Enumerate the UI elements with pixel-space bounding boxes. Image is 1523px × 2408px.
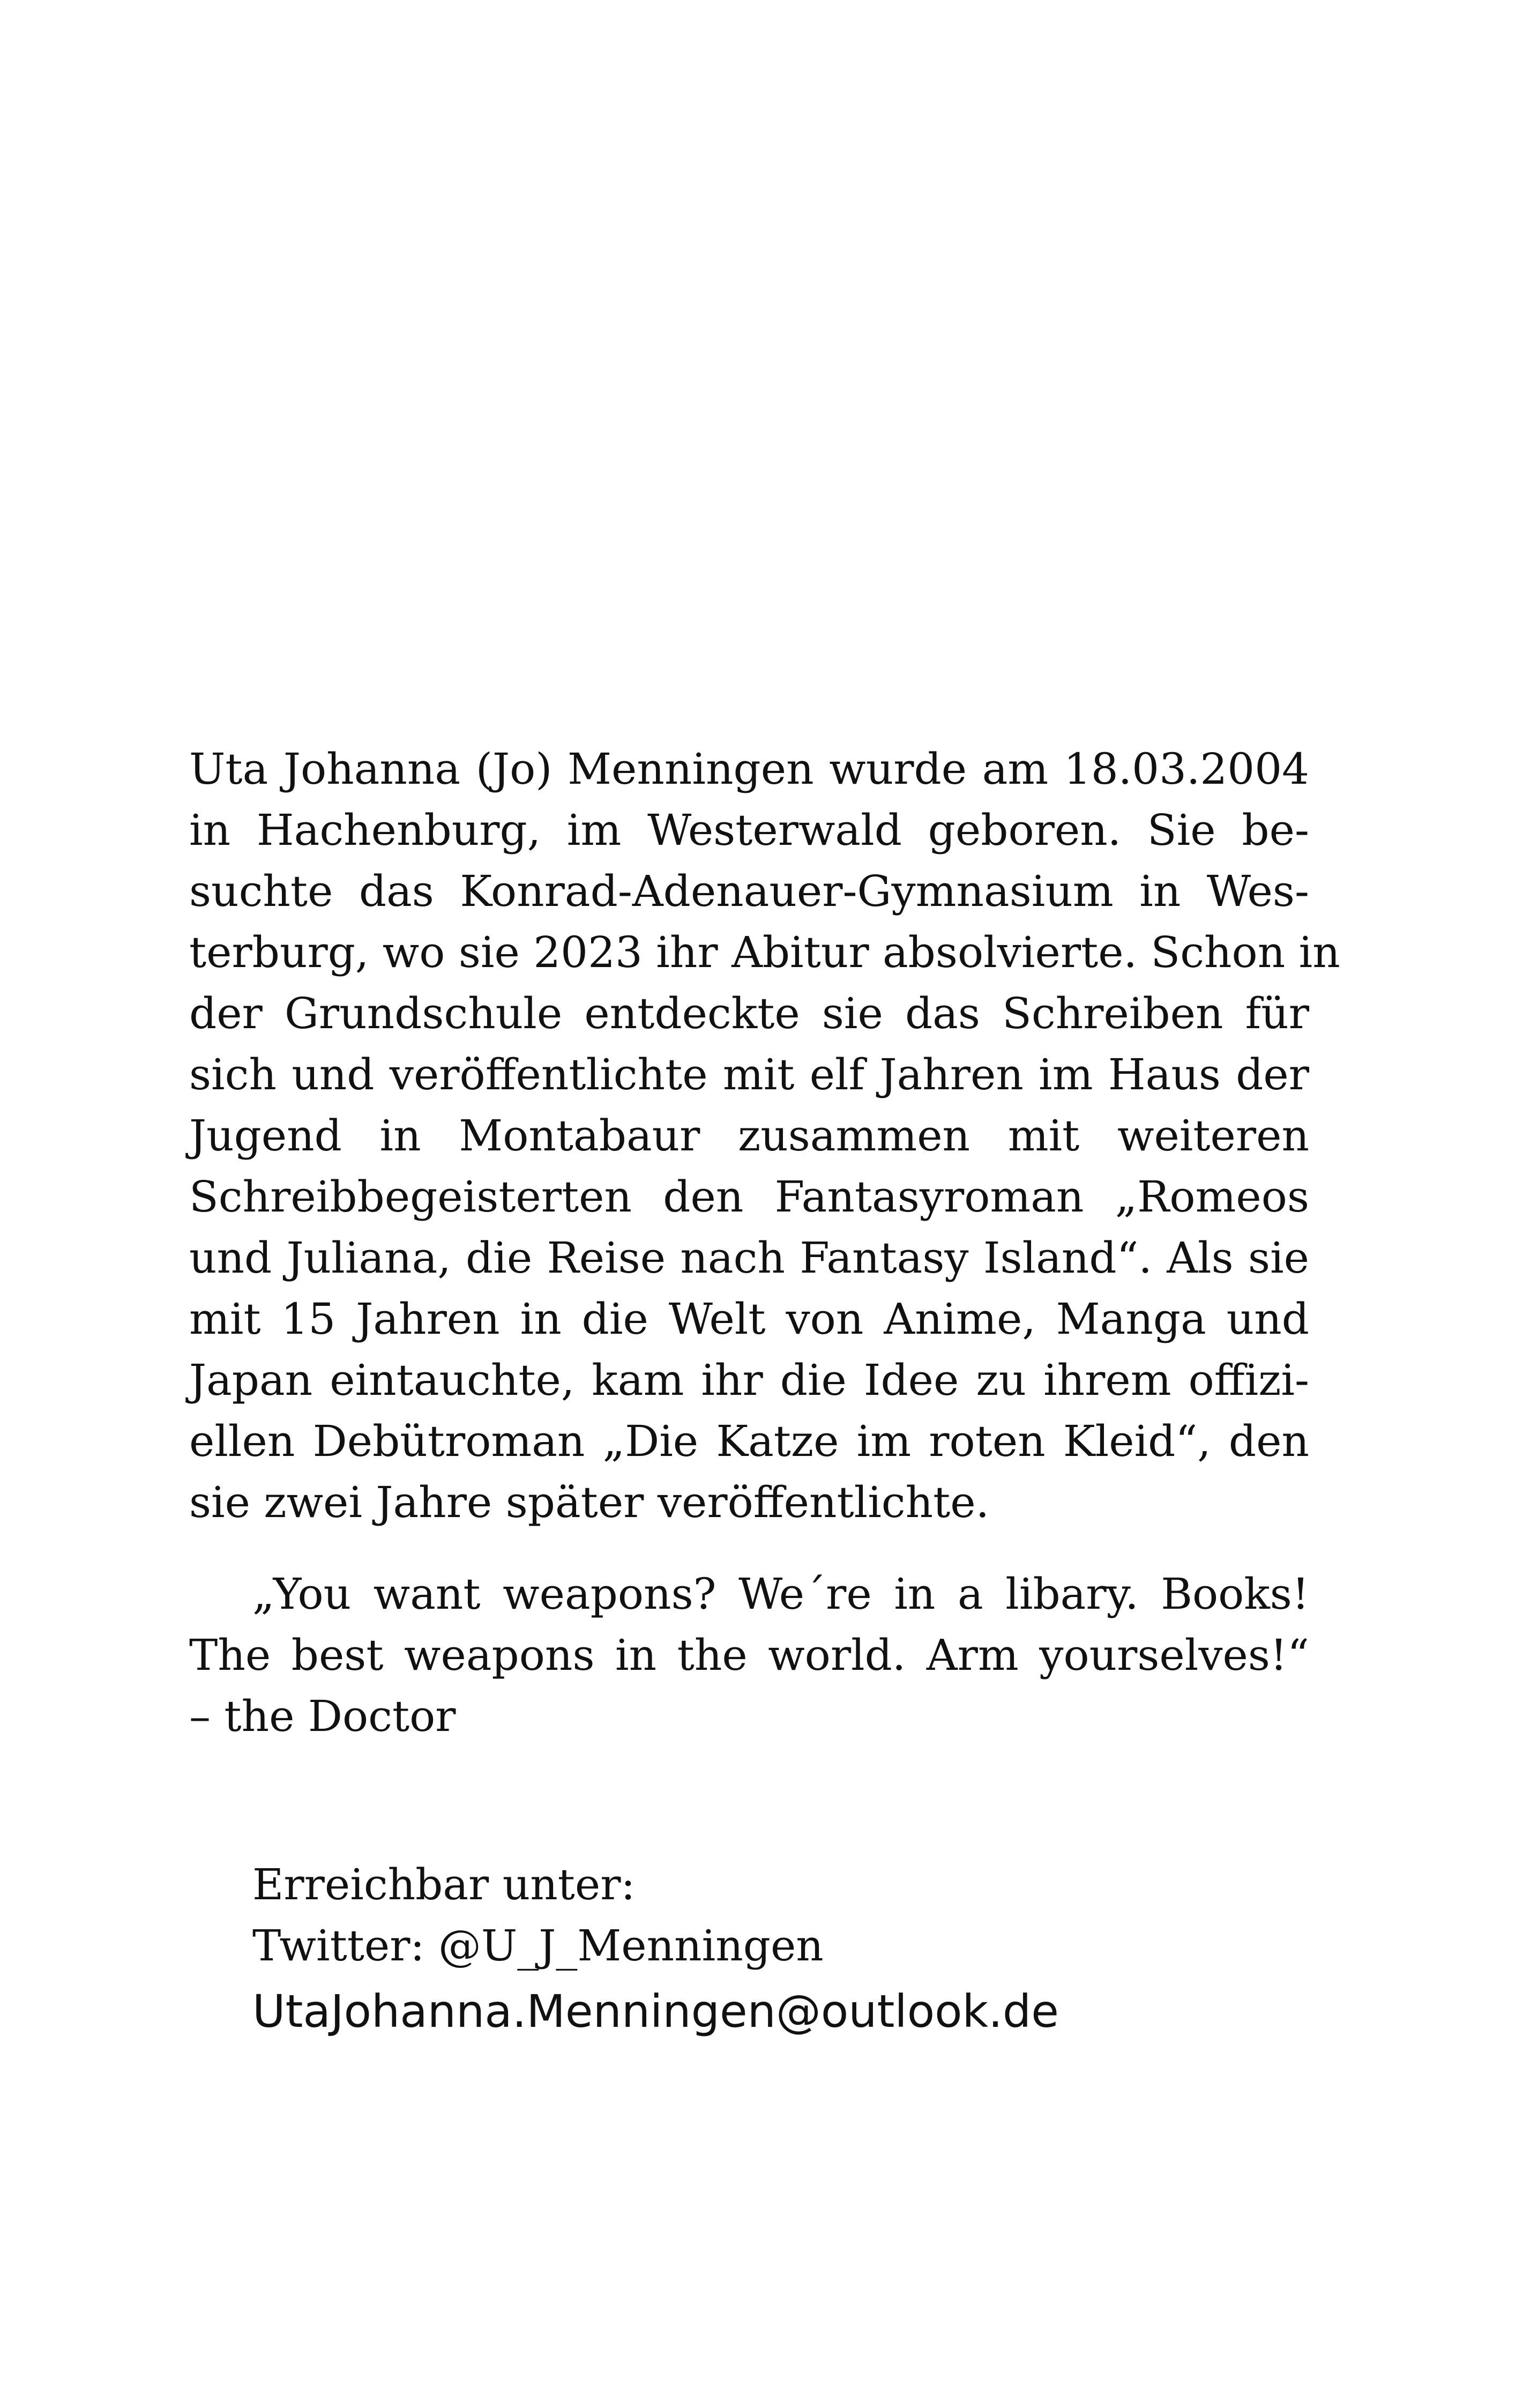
contact-block [252, 1854, 1059, 2046]
bio-line: Japan eintauchte, kam ihr die Idee zu ihrem offizi- [189, 1355, 1309, 1405]
bio-line: und Juliana, die Reise nach Fantasy Island“. Als sie [189, 1233, 1309, 1283]
quote-line: The best weapons in the world. Arm yourselves!“ [189, 1630, 1309, 1680]
bio-line: ellen Debütroman „Die Katze im roten Kleid“, den [189, 1416, 1309, 1466]
bio-line: Uta Johanna (Jo) Menningen wurde am 18.03.2004 [189, 744, 1309, 794]
contact-heading: Erreichbar unter: [252, 1860, 636, 1909]
quote-attribution: – the Doctor [189, 1691, 456, 1741]
doctor-quote [189, 1564, 1309, 1747]
bio-line: mit 15 Jahren in die Welt von Anime, Manga und [189, 1294, 1309, 1344]
bio-line: sich und veröffentlichte mit elf Jahren im Haus der [189, 1050, 1309, 1099]
bio-line: Jugend in Montabaur zusammen mit weiteren [189, 1111, 1309, 1161]
author-biography [189, 739, 1340, 1533]
bio-line: Schreibbegeisterten den Fantasyroman „Romeos [189, 1172, 1309, 1222]
twitter-handle: Twitter: @U_J_Menningen [252, 1921, 824, 1971]
bio-line: der Grundschule entdeckte sie das Schreiben für [189, 989, 1309, 1038]
bio-line: terburg, wo sie 2023 ihr Abitur absolvierte. Schon in [189, 927, 1340, 977]
email-address: UtaJohanna.Menningen@outlook.de [252, 1985, 1059, 2038]
quote-line: „You want weapons? We´re in a libary. Books! [252, 1569, 1309, 1619]
bio-line: sie zwei Jahre später veröffentlichte. [189, 1477, 990, 1527]
bio-line: suchte das Konrad-Adenauer-Gymnasium in Wes- [189, 866, 1309, 916]
bio-line: in Hachenburg, im Westerwald geboren. Sie be- [189, 805, 1309, 855]
